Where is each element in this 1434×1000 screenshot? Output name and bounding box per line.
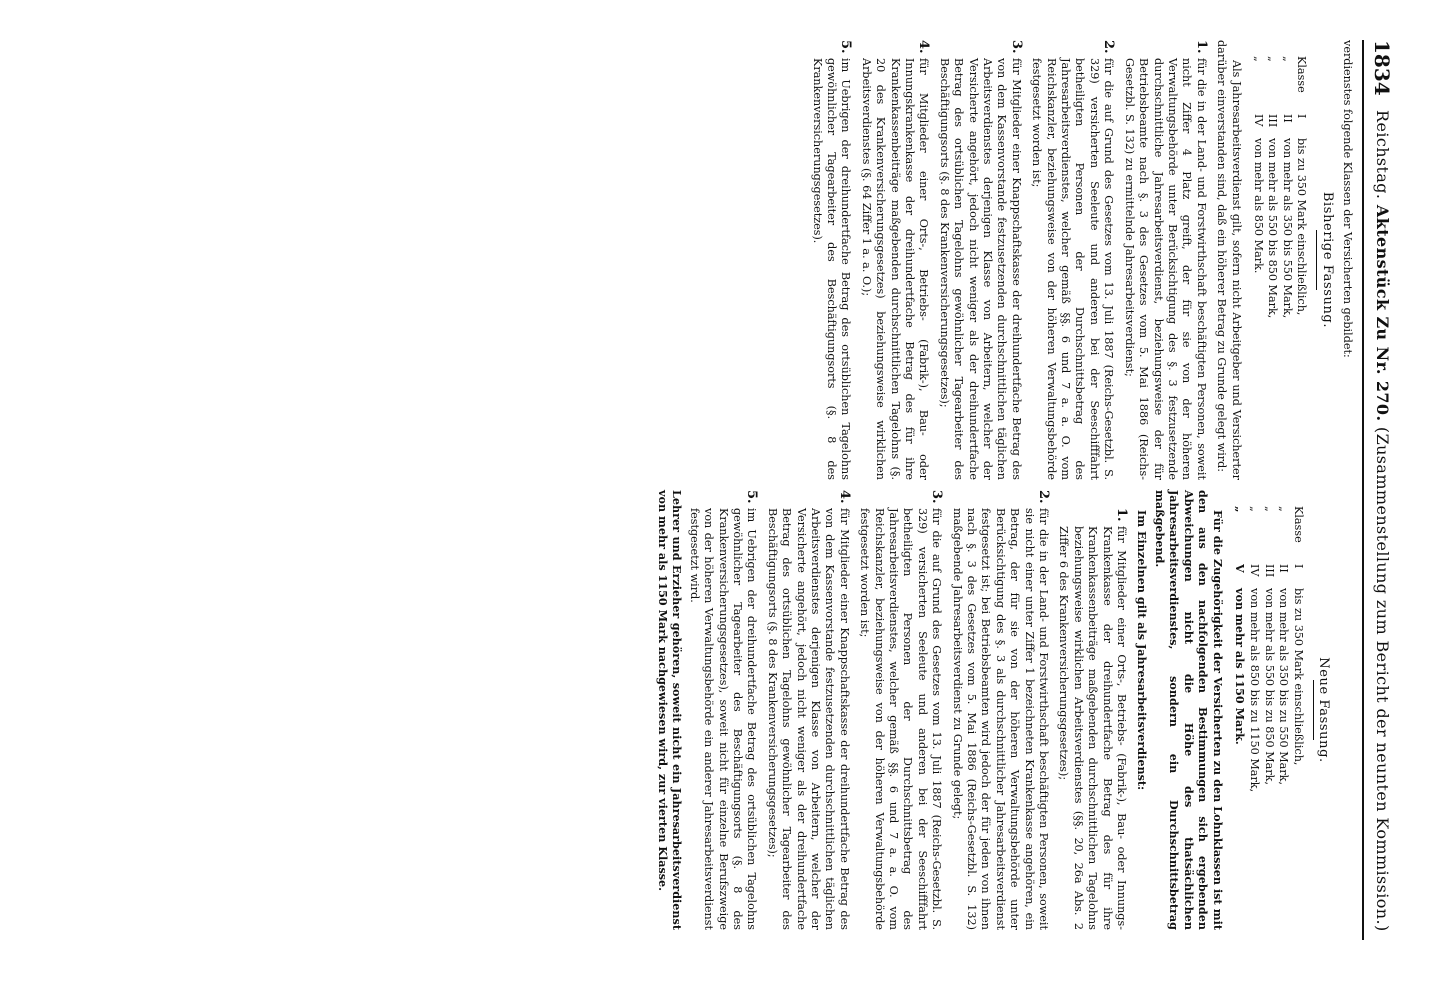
item-number: 1. bbox=[1193, 40, 1209, 54]
class-text: bis zu 350 Mark einschließlich, bbox=[1295, 138, 1309, 316]
item-number: 5. bbox=[744, 490, 760, 504]
class-text: von mehr als 1150 Mark. bbox=[1232, 588, 1247, 745]
left-intro: verdienstes folgende Klassen der Versicherten gebildet: bbox=[1341, 40, 1354, 358]
item-number: 4. bbox=[916, 40, 932, 54]
item-text: für die in der Land- und Forstwirthschaft beschäftigten Personen, soweit nicht Ziffer 4 Platz greift, der für sie von der höheren Verwaltungsbehörde unter Berücksichtigung des §. 3 festzusetzende durchschnittliche Jahresarbeitsverdienst, beziehungsweise der für Betriebsbeamte nach §. 3 des Gesetzes vom 5. Mai 1886 (Reichs-Gesetzbl. S. 132) zu ermittelnde Jahresarbeitsverdienst; bbox=[1122, 58, 1208, 480]
class-label: „ bbox=[1262, 506, 1276, 512]
item-number: 5. bbox=[838, 40, 854, 54]
class-label: Klasse bbox=[1291, 506, 1305, 543]
class-label: „ bbox=[1232, 506, 1247, 513]
class-num: III bbox=[1266, 114, 1280, 128]
class-row bbox=[1265, 56, 1279, 480]
item-number: 4. bbox=[836, 490, 852, 504]
title-prefix: Reichstag. bbox=[1373, 110, 1392, 200]
right-closing-paragraph: Lehrer und Erzieher gehören, soweit nicht ein Jahresarbeitsverdienst von mehr als 1150 Mark nachgewiesen wird, zur vierten Klasse. bbox=[655, 490, 685, 930]
class-row bbox=[1261, 506, 1275, 930]
item-text: für Mitglieder einer Knappschaftskasse der dreihundertfache Betrag des von dem Kassenvorstande festzusetzenden durchschnittlichen täglichen Arbeitsverdienstes derjenigen Klasse von Arbeitern, welcher der Versicherte angehört, jedoch nicht weniger als der dreihundertfache Betrag des ortsüblichen Tagelohns gewöhnlicher Tagearbeiter des Beschäftigungsorts (§. 8 des Krankenversicherungsgesetzes); bbox=[937, 58, 1023, 480]
class-num: III bbox=[1262, 564, 1276, 578]
title-suffix: (Zusammenstellung zum Bericht der neunten Kommission.) bbox=[1373, 426, 1392, 932]
class-text: von mehr als 550 bis 850 Mark, bbox=[1266, 138, 1280, 319]
class-label: Klasse bbox=[1295, 56, 1309, 93]
item-text: im Uebrigen der dreihundertfache Betrag des ortsüblichen Tagelohns gewöhnlicher Tagearbeiter des Beschäftigungsorts (§. 8 des Krankenversicherungsgesetzes), soweit nicht für einzelne Berufszweige von der höheren Verwaltungsbehörde ein anderer Jahresarbeitsverdienst festgesetzt wird. bbox=[687, 508, 759, 930]
class-num: II bbox=[1277, 564, 1291, 573]
class-label: „ bbox=[1248, 506, 1262, 512]
class-text: von mehr als 850 Mark. bbox=[1251, 138, 1265, 274]
class-label: „ bbox=[1280, 56, 1294, 62]
list-item bbox=[1029, 40, 1115, 480]
page-title bbox=[1373, 110, 1392, 932]
item-number: 2. bbox=[1101, 40, 1117, 54]
class-label: „ bbox=[1277, 506, 1291, 512]
page-header bbox=[1368, 40, 1394, 940]
item-text: im Uebrigen der dreihundertfache Betrag des ortsüblichen Tagelohns gewöhnlicher Tagearbeiter des Beschäftigungsorts (§. 8 des Krankenversicherungsgesetzes). bbox=[810, 58, 853, 480]
class-text: von mehr als 850 bis zu 1150 Mark, bbox=[1248, 588, 1262, 793]
class-label: „ bbox=[1266, 56, 1280, 62]
item-number: 3. bbox=[1008, 40, 1024, 54]
class-row bbox=[1251, 56, 1265, 480]
class-row bbox=[1279, 56, 1293, 480]
list-item bbox=[809, 40, 852, 480]
item-text: für die auf Grund des Gesetzes vom 13. Juli 1887 (Reichs-Gesetzbl. S. 329) versicherten Seeleute und anderen bei der Seeschifffahrt betheiligten Personen der Durchschnittsbetrag des Jahresarbeitsverdienstes, welcher gemäß §§. 6 und 7 a. a. O. vom Reichskanzler, beziehungsweise von der höheren Verwaltungsbehörde festgesetzt worden ist; bbox=[1030, 58, 1116, 480]
class-row bbox=[1233, 506, 1247, 930]
class-text: von mehr als 350 bis zu 550 Mark, bbox=[1277, 588, 1291, 786]
left-heading: Bisherige Fassung. bbox=[1319, 191, 1335, 329]
item-text: für Mitglieder einer Orts-, Betriebs- (Fabrik-), Bau- oder Innungskrankenkasse der dreihundertfache Betrag des für ihre Krankenkassenbeiträge maßgebenden durchschnittlichen Tagelohns (§. 20 des Krankenversicherungsgesetzes) beziehungsweise wirklichen Arbeitsverdienstes (§. 64 Ziffer 1 a. a. O.); bbox=[859, 58, 931, 480]
page-number: 1834 bbox=[1370, 40, 1394, 96]
column-old-version bbox=[807, 40, 1354, 480]
list-item bbox=[686, 490, 758, 930]
class-row bbox=[1294, 56, 1308, 480]
class-text: bis zu 350 Mark einschließlich, bbox=[1291, 588, 1305, 766]
left-paragraph: Als Jahresarbeitsverdienst gilt, sofern nicht Arbeitgeber und Versicherter darüber einverstanden sind, daß ein höherer Betrag zu Grunde gelegt wird: bbox=[1215, 40, 1243, 480]
right-bold-paragraph: Für die Zugehörigkeit der Versicherten zu den Lohnklassen ist mit den aus den nachfolgenden Bestimmungen sich ergebenden Abweichungen nicht die Höhe des thatsächlichen Jahresarbeitsverdienstes, sondern ein Durchschnittsbetrag maßgebend. bbox=[1152, 490, 1225, 930]
heading-underline bbox=[1316, 230, 1317, 290]
list-item bbox=[858, 40, 930, 480]
class-num: IV bbox=[1248, 564, 1262, 577]
left-class-list bbox=[1251, 56, 1309, 480]
class-num: I bbox=[1291, 564, 1305, 569]
list-item bbox=[1121, 40, 1207, 480]
class-num: IV bbox=[1251, 114, 1265, 127]
class-num: V bbox=[1232, 564, 1247, 573]
header-rule bbox=[1362, 40, 1364, 940]
title-bold: Aktenstück Zu Nr. 270. bbox=[1373, 204, 1392, 422]
right-heading: Neue Fassung. bbox=[1316, 657, 1331, 763]
item-text: für die auf Grund des Gesetzes vom 13. Juli 1887 (Reichs-Gesetzbl. S. 329) versicherten Seeleute und anderen bei der Seeschifffahrt betheiligten Personen der Durchschnittsbetrag des Jahresarbeitsverdienstes, welcher gemäß §§. 6 und 7 a. a. O. vom Reichskanzler, beziehungsweise von der höheren Verwaltungsbehörde festgesetzt worden ist; bbox=[858, 508, 944, 930]
class-text: von mehr als 550 bis zu 850 Mark, bbox=[1262, 588, 1276, 786]
list-item bbox=[857, 490, 943, 930]
class-row bbox=[1290, 506, 1304, 930]
item-number: 1. bbox=[1114, 508, 1130, 522]
class-num: I bbox=[1295, 114, 1309, 119]
class-num: II bbox=[1280, 114, 1294, 123]
item-number: 3. bbox=[929, 490, 945, 504]
spacer bbox=[1336, 490, 1354, 930]
item-text: für die in der Land- und Forstwirthschaft beschäftigten Personen, soweit sie nicht einer unter Ziffer 1 bezeichneten Krankenkasse angehören, ein Betrag, der für sie von der höheren Verwaltungsbehörde unter Berücksichtigung des §. 3 als durchschnittlicher Jahresarbeitsverdienst festgesetzt ist; bei Betriebsbeamten wird jedoch der für jeden von ihnen nach §. 3 des Gesetzes vom 5. Mai 1886 (Reichs-Gesetzbl. S. 132) maßgebende Jahresarbeitsverdienst zu Grunde gelegt; bbox=[950, 508, 1051, 930]
item-text: für Mitglieder einer Knappschaftskasse der dreihundertfache Betrag des von dem Kassenvorstande festzusetzenden durchschnittlichen täglichen Arbeitsverdienstes derjenigen Klasse von Arbeitern, welcher der Versicherte angehört, jedoch nicht weniger als der dreihundertfache Betrag des ortsüblichen Tagelohns gewöhnlicher Tagearbeiter des Beschäftigungsorts (§. 8 des Krankenversicherungsgesetzes); bbox=[765, 508, 851, 930]
class-row bbox=[1247, 506, 1261, 930]
list-item bbox=[936, 40, 1022, 480]
right-class-list bbox=[1233, 506, 1305, 930]
class-text: von mehr als 350 bis 550 Mark, bbox=[1280, 138, 1294, 319]
column-new-version bbox=[652, 490, 1354, 930]
class-label: „ bbox=[1251, 56, 1265, 62]
list-item bbox=[1056, 508, 1128, 930]
right-subheading: Im Einzelnen gilt als Jahresarbeitsverdienst: bbox=[1134, 510, 1149, 791]
list-item bbox=[949, 490, 1050, 930]
item-number: 2. bbox=[1036, 490, 1052, 504]
item-text: für Mitglieder einer Orts-, Betriebs- (Fabrik-), Bau- oder Innungs-Krankenkasse der dreihundertfache Betrag des für ihre Krankenkassenbeiträge maßgebenden durchschnittlichen Tagelohns beziehungsweise wirklichen Arbeitsverdienstes (§§. 20, 26a Abs. 2 Ziffer 6 des Krankenversicherungsgesetzes); bbox=[1057, 526, 1129, 930]
class-row bbox=[1276, 506, 1290, 930]
heading-underline bbox=[1313, 680, 1314, 740]
list-item bbox=[764, 490, 850, 930]
